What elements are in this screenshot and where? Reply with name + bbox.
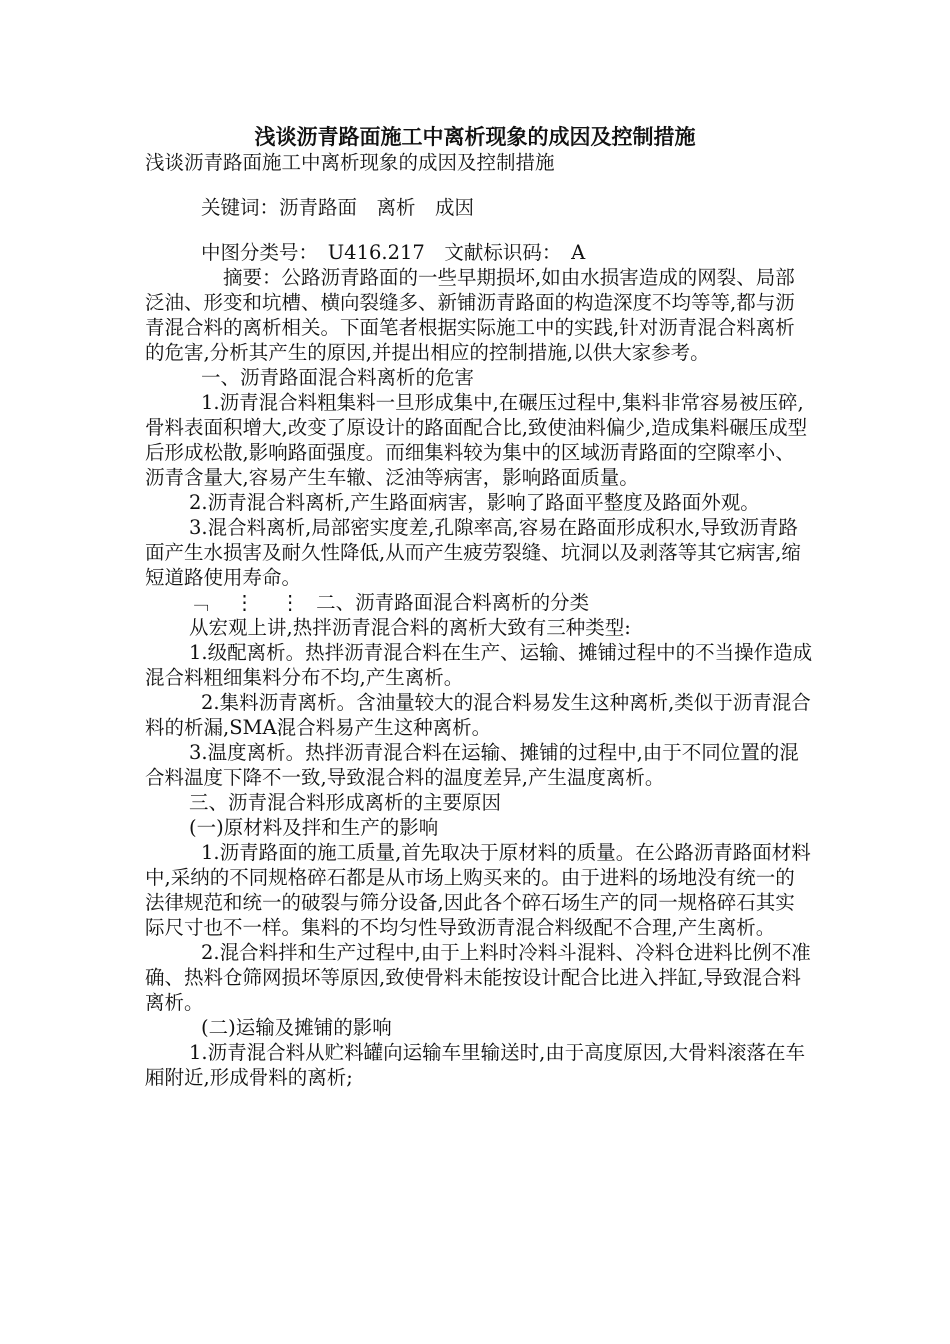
ocr-artifact: ﹁ ⋮ ⋮ — [189, 591, 310, 614]
document-title: 浅谈沥青路面施工中离析现象的成因及控制措施 — [254, 124, 696, 149]
paragraph-1-1: 1.沥青混合料粗集料一旦形成集中,在碾压过程中,集料非常容易被压碎,骨料表面积增大,改变了原设计的路面配合比,致使油料偏少,造成集料碾压成型后形成松散,影响路面强度。而细集料较为集中的区域沥青路面的空隙率小、沥青含量大,容易产生车辙、泛油等病害，影响路面质量。 — [145, 391, 808, 489]
repeated-title-line: 浅谈沥青路面施工中离析现象的成因及控制措施 — [145, 151, 555, 174]
section-heading-3: 三、沥青混合料形成离析的主要原因 — [189, 791, 502, 814]
paragraph-2-2: 2.集料沥青离析。含油量较大的混合料易发生这种离析,类似于沥青混合料的析漏,SMA混合料易产生这种离析。 — [145, 691, 811, 739]
paragraph-3-2: 2.混合料拌和生产过程中,由于上料时冷料斗混料、冷料仓进料比例不准确、热料仓筛网损坏等原因,致使骨料未能按设计配合比进入拌缸,导致混合料离析。 — [145, 941, 811, 1014]
paragraph-1-3: 3.混合料离析,局部密实度差,孔隙率高,容易在路面形成积水,导致沥青路面产生水损害及耐久性降低,从而产生疲劳裂缝、坑洞以及剥落等其它病害,缩短道路使用寿命。 — [145, 516, 801, 589]
paragraph-3-1: 1.沥青路面的施工质量,首先取决于原材料的质量。在公路沥青路面材料中,采纳的不同规格碎石都是从市场上购买来的。由于进料的场地没有统一的法律规范和统一的破裂与筛分设备,因此各个碎石场生产的同一规格碎石其实际尺寸也不一样。集料的不均匀性导致沥青混合料级配不合理,产生离析。 — [145, 841, 811, 939]
classification-line: 中图分类号： U416.217 文献标识码： A — [201, 241, 586, 264]
paragraph-2-1: 1.级配离析。热拌沥青混合料在生产、运输、摊铺过程中的不当操作造成混合料粗细集料分布不均,产生离析。 — [145, 641, 813, 689]
section-heading-2: 二、沥青路面混合料离析的分类 — [316, 591, 590, 614]
paragraph-2-3: 3.温度离析。热拌沥青混合料在运输、摊铺的过程中,由于不同位置的混合料温度下降不一致,导致混合料的温度差异,产生温度离析。 — [145, 741, 799, 789]
spacer — [145, 220, 813, 240]
section-heading-1: 一、沥青路面混合料离析的危害 — [201, 366, 475, 389]
spacer — [145, 175, 813, 195]
abstract-paragraph: 摘要：公路沥青路面的一些早期损坏,如由水损害造成的网裂、局部泛油、形变和坑槽、横向裂缝多、新铺沥青路面的构造深度不均等等,都与沥青混合料的离析相关。下面笔者根据实际施工中的实践,针对沥青混合料离析的危害,分析其产生的原因,并提出相应的控制措施,以供大家参考。 — [145, 266, 795, 364]
section-heading-2-line — [145, 590, 813, 615]
keywords-line: 关键词：沥青路面 离析 成因 — [201, 196, 475, 219]
document-body — [145, 150, 813, 1090]
paragraph-3-3: 1.沥青混合料从贮料罐向运输车里输送时,由于高度原因,大骨料滚落在车厢附近,形成骨料的离析; — [145, 1041, 806, 1089]
paragraph-1-2: 2.沥青混合料离析,产生路面病害，影响了路面平整度及路面外观。 — [189, 491, 760, 514]
classification-intro: 从宏观上讲,热拌沥青混合料的离析大致有三种类型: — [189, 616, 631, 639]
subsection-heading-1: (一)原材料及拌和生产的影响 — [189, 816, 439, 839]
subsection-heading-2: (二)运输及摊铺的影响 — [201, 1016, 392, 1039]
